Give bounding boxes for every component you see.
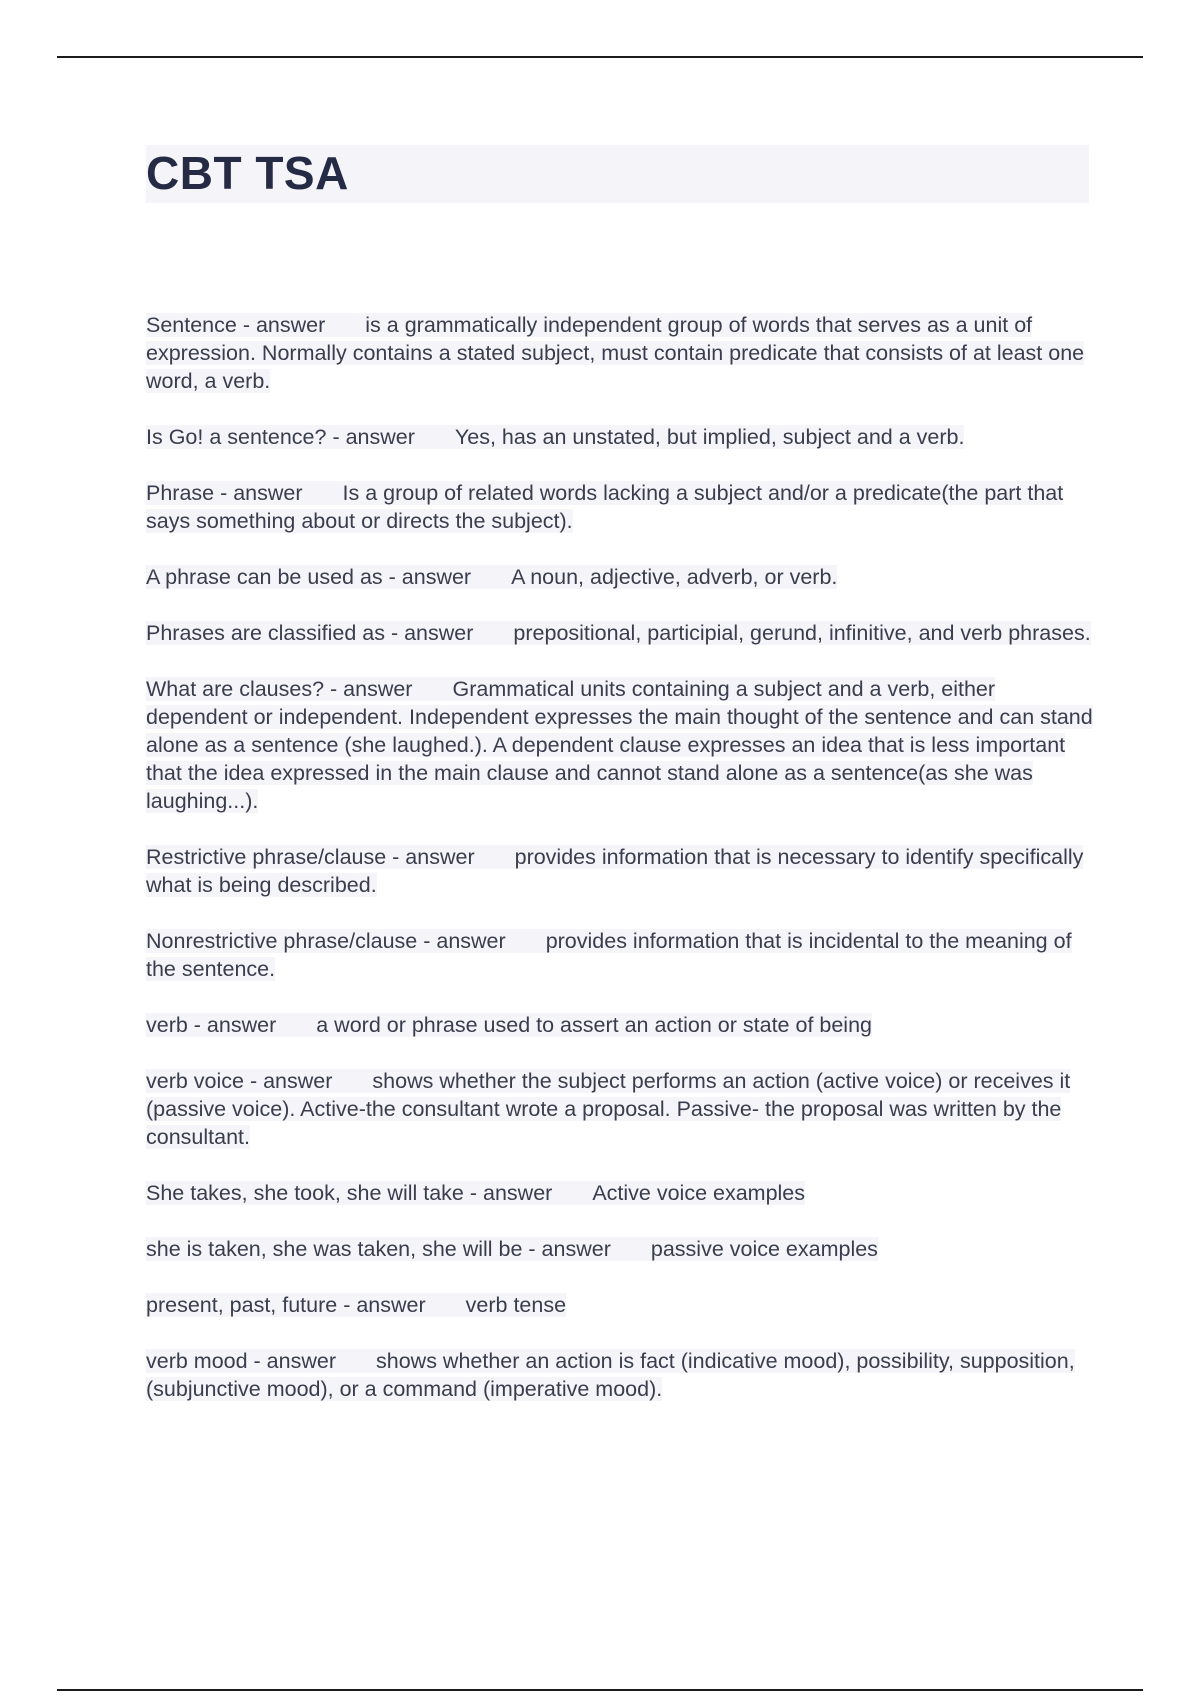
- qa-definition: Yes, has an unstated, but implied, subject and a verb.: [454, 425, 965, 449]
- qa-item-clauses: [146, 675, 1096, 815]
- qa-term: Restrictive phrase/clause - answer: [146, 845, 475, 869]
- qa-term: Phrase - answer: [146, 481, 303, 505]
- qa-item-verb-tense: [146, 1291, 1096, 1319]
- qa-item-passive-voice: [146, 1235, 1096, 1263]
- qa-term: verb - answer: [146, 1013, 277, 1037]
- qa-item-sentence: [146, 311, 1096, 395]
- qa-definition: provides information that is incidental to the meaning of the sentence.: [146, 929, 1072, 981]
- qa-definition: Active voice examples: [592, 1181, 806, 1205]
- qa-item-verb: [146, 1011, 1096, 1039]
- qa-term: A phrase can be used as - answer: [146, 565, 472, 589]
- qa-definition: verb tense: [465, 1293, 567, 1317]
- qa-definition: shows whether the subject performs an action (active voice) or receives it (passive voice). Active-the consultant wrote a proposal. Passive- the proposal was written by the consultant.: [146, 1069, 1071, 1149]
- qa-definition: Is a group of related words lacking a subject and/or a predicate(the part that says something about or directs the subject).: [146, 481, 1064, 533]
- qa-item-phrase: [146, 479, 1096, 535]
- qa-definition: passive voice examples: [650, 1237, 878, 1261]
- top-rule: [57, 56, 1143, 58]
- qa-item-phrase-usage: [146, 563, 1096, 591]
- qa-item-restrictive: [146, 843, 1096, 899]
- qa-term: Nonrestrictive phrase/clause - answer: [146, 929, 506, 953]
- qa-item-is-go-a-sentence: [146, 423, 1096, 451]
- qa-definition: prepositional, participial, gerund, infinitive, and verb phrases.: [513, 621, 1091, 645]
- qa-definition: Grammatical units containing a subject and a verb, either dependent or independent. Independent expresses the main thought of the sentence and can stand alone as a sentence (she laughed.). A dependent clause expresses an idea that is less important that the idea expressed in the main clause and cannot stand alone as a sentence(as she was laughing...).: [146, 677, 1093, 813]
- qa-term: verb mood - answer: [146, 1349, 336, 1373]
- qa-term: Phrases are classified as - answer: [146, 621, 474, 645]
- qa-term: present, past, future - answer: [146, 1293, 426, 1317]
- bottom-rule: [57, 1689, 1143, 1691]
- qa-term: She takes, she took, she will take - answer: [146, 1181, 553, 1205]
- qa-definition: a word or phrase used to assert an action or state of being: [316, 1013, 872, 1037]
- qa-definition: A noun, adjective, adverb, or verb.: [511, 565, 838, 589]
- qa-term: verb voice - answer: [146, 1069, 333, 1093]
- qa-term: she is taken, she was taken, she will be - answer: [146, 1237, 611, 1261]
- qa-list: [146, 311, 1096, 1431]
- qa-definition: provides information that is necessary to identify specifically what is being described.: [146, 845, 1084, 897]
- qa-item-verb-mood: [146, 1347, 1096, 1403]
- qa-item-nonrestrictive: [146, 927, 1096, 983]
- qa-definition: shows whether an action is fact (indicative mood), possibility, supposition, (subjunctive mood), or a command (imperative mood).: [146, 1349, 1075, 1401]
- page-title: CBT TSA: [146, 147, 349, 199]
- qa-term: Is Go! a sentence? - answer: [146, 425, 415, 449]
- qa-item-active-voice: [146, 1179, 1096, 1207]
- qa-definition: is a grammatically independent group of words that serves as a unit of expression. Normally contains a stated subject, must contain predicate that consists of at least one word, a verb.: [146, 313, 1085, 393]
- qa-term: What are clauses? - answer: [146, 677, 413, 701]
- qa-term: Sentence - answer: [146, 313, 326, 337]
- qa-item-phrase-classes: [146, 619, 1096, 647]
- qa-item-verb-voice: [146, 1067, 1096, 1151]
